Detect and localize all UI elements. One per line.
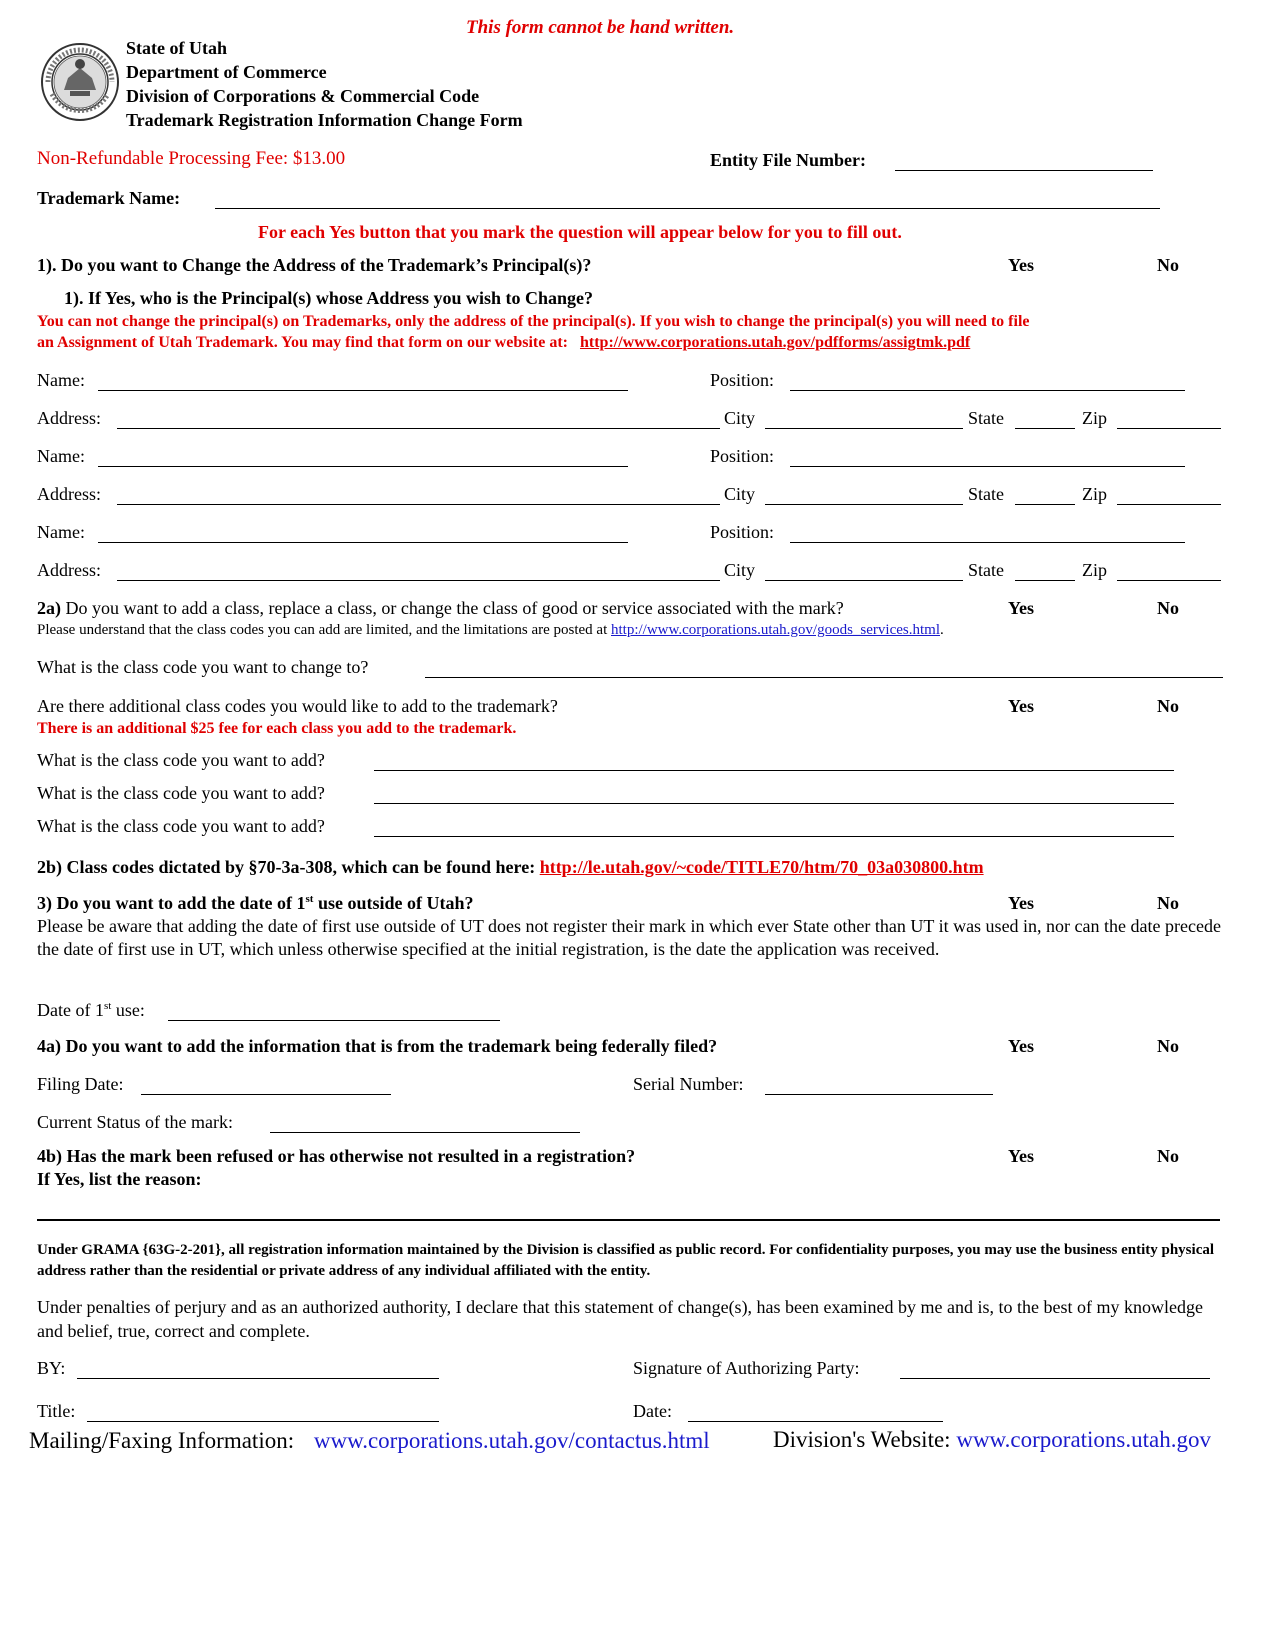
principal-3-zip-label: Zip xyxy=(1082,560,1107,580)
q1-question: 1). Do you want to Change the Address of the Trademark’s Principal(s)? xyxy=(37,255,592,275)
grama-notice: Under GRAMA {63G-2-201}, all registration information maintained by the Division is classified as public record. For confidentiality purposes, you may use the business entity physical address rather than the residential or private address of any individual affiliated with the entity. xyxy=(37,1242,1215,1279)
principal-3-name-label: Name: xyxy=(37,522,85,542)
first-use-date-field[interactable] xyxy=(168,1020,500,1021)
principal-1-name-field[interactable] xyxy=(98,390,628,391)
yes-instruction: For each Yes button that you mark the question will appear below for you to fill out. xyxy=(258,222,902,242)
class-add-field-1[interactable] xyxy=(374,770,1174,771)
perjury-statement: Under penalties of perjury and as an authorized authority, I declare that this statement of change(s), has been examined by me and is, to the best of my knowledge and belief, true, correct and complete. xyxy=(37,1297,1203,1341)
principal-3-state-label: State xyxy=(968,560,1004,580)
by-field[interactable] xyxy=(77,1378,439,1379)
website-label: Division's Website: xyxy=(773,1427,951,1452)
principal-2-state-label: State xyxy=(968,484,1004,504)
header-department: Department of Commerce xyxy=(126,62,327,82)
date-field[interactable] xyxy=(688,1421,943,1422)
principal-1-name-label: Name: xyxy=(37,370,85,390)
q3-no-option[interactable]: No xyxy=(1157,893,1179,913)
principal-3-address-label: Address: xyxy=(37,560,101,580)
principal-1-zip-field[interactable] xyxy=(1117,428,1221,429)
trademark-name-label: Trademark Name: xyxy=(37,188,181,208)
principal-3-address-field[interactable] xyxy=(117,580,720,581)
principal-2-zip-field[interactable] xyxy=(1117,504,1221,505)
q4b-question: 4b) Has the mark been refused or has otherwise not resulted in a registration? xyxy=(37,1146,636,1166)
first-use-date-pre: Date of 1 xyxy=(37,1000,104,1020)
q3-question-pre: 3) Do you want to add the date of 1 xyxy=(37,893,306,913)
principal-3-state-field[interactable] xyxy=(1015,580,1075,581)
q3-yes-option[interactable]: Yes xyxy=(1008,893,1034,913)
additional-class-question: Are there additional class codes you would like to add to the trademark? xyxy=(37,696,558,716)
principal-2-address-label: Address: xyxy=(37,484,101,504)
principal-3-position-field[interactable] xyxy=(790,542,1185,543)
additional-class-no-option[interactable]: No xyxy=(1157,696,1179,716)
q2a-no-option[interactable]: No xyxy=(1157,598,1179,618)
title-field[interactable] xyxy=(87,1421,439,1422)
q1-note-line2 xyxy=(37,334,970,352)
q4b-reason-label: If Yes, list the reason: xyxy=(37,1169,202,1189)
mailing-info xyxy=(29,1428,710,1454)
class-add-label-3: What is the class code you want to add? xyxy=(37,816,325,836)
class-add-label-2: What is the class code you want to add? xyxy=(37,783,325,803)
authorizing-signature-field[interactable] xyxy=(900,1378,1210,1379)
q2a-note: Please understand that the class codes you can add are limited, and the limitations are posted at xyxy=(37,622,608,638)
q3-question-post: use outside of Utah? xyxy=(313,893,474,913)
q1-note-line1: You can not change the principal(s) on Trademarks, only the address of the principal(s). If you wish to change the principal(s) you will need to file xyxy=(37,313,1030,330)
principal-1-state-label: State xyxy=(968,408,1004,428)
q4b-reason-field[interactable] xyxy=(37,1219,1220,1221)
processing-fee: Non-Refundable Processing Fee: $13.00 xyxy=(37,148,346,169)
authorizing-signature-label: Signature of Authorizing Party: xyxy=(633,1358,860,1378)
q1-yes-option[interactable]: Yes xyxy=(1008,255,1034,275)
q1-followup: 1). If Yes, who is the Principal(s) whose Address you wish to Change? xyxy=(64,288,594,308)
principal-1-position-label: Position: xyxy=(710,370,775,390)
principal-2-name-field[interactable] xyxy=(98,466,628,467)
class-add-label-1: What is the class code you want to add? xyxy=(37,750,325,770)
q4b-no-option[interactable]: No xyxy=(1157,1146,1179,1166)
date-label: Date: xyxy=(633,1401,672,1421)
current-status-label: Current Status of the mark: xyxy=(37,1112,233,1132)
first-use-date-sup: st xyxy=(103,1000,112,1012)
header-state: State of Utah xyxy=(126,38,227,58)
goods-services-link[interactable]: http://www.corporations.utah.gov/goods_services.html xyxy=(611,622,940,638)
principal-2-position-label: Position: xyxy=(710,446,775,466)
entity-file-number-field[interactable] xyxy=(895,170,1153,171)
q2a-note-line xyxy=(37,622,944,639)
principal-1-zip-label: Zip xyxy=(1082,408,1107,428)
principal-1-state-field[interactable] xyxy=(1015,428,1075,429)
q2b-line xyxy=(37,857,984,878)
principal-3-zip-field[interactable] xyxy=(1117,580,1221,581)
mailing-label: Mailing/Faxing Information: xyxy=(29,1428,295,1453)
serial-number-field[interactable] xyxy=(765,1094,993,1095)
principal-1-address-label: Address: xyxy=(37,408,101,428)
principal-2-position-field[interactable] xyxy=(790,466,1185,467)
class-change-field[interactable] xyxy=(425,677,1223,678)
utah-seal-icon xyxy=(40,42,120,122)
q3-question xyxy=(37,893,473,914)
q4a-yes-option[interactable]: Yes xyxy=(1008,1036,1034,1056)
principal-2-zip-label: Zip xyxy=(1082,484,1107,504)
q2b-text: 2b) Class codes dictated by §70-3a-308, which can be found here: xyxy=(37,857,536,877)
q1-note-text: an Assignment of Utah Trademark. You may find that form on our website at: xyxy=(37,334,568,351)
principal-1-city-label: City xyxy=(724,408,756,428)
principal-2-city-field[interactable] xyxy=(765,504,963,505)
entity-file-number-label: Entity File Number: xyxy=(710,150,866,170)
by-label: BY: xyxy=(37,1358,66,1378)
header-form-title: Trademark Registration Information Change Form xyxy=(126,110,523,130)
principal-1-position-field[interactable] xyxy=(790,390,1185,391)
website-info xyxy=(773,1427,1211,1453)
q2a-question-line xyxy=(37,598,844,619)
principal-1-address-field[interactable] xyxy=(117,428,720,429)
principal-3-city-field[interactable] xyxy=(765,580,963,581)
q3-question-sup: st xyxy=(305,893,314,905)
principal-3-city-label: City xyxy=(724,560,756,580)
class-add-field-3[interactable] xyxy=(374,836,1174,837)
q4b-yes-option[interactable]: Yes xyxy=(1008,1146,1034,1166)
filing-date-field[interactable] xyxy=(141,1094,391,1095)
principal-3-name-field[interactable] xyxy=(98,542,628,543)
division-website-link[interactable]: www.corporations.utah.gov xyxy=(956,1427,1211,1452)
q3-note: Please be aware that adding the date of first use outside of UT does not register their mark in which ever State other than UT it was used in, nor can the date precede the date of first use in UT, which unless otherwise specified at the initial registration, is the date the application was received. xyxy=(37,916,1221,959)
additional-class-fee: There is an additional $25 fee for each class you add to the trademark. xyxy=(37,720,517,737)
principal-1-city-field[interactable] xyxy=(765,428,963,429)
q1-no-option[interactable]: No xyxy=(1157,255,1179,275)
q4a-no-option[interactable]: No xyxy=(1157,1036,1179,1056)
principal-3-position-label: Position: xyxy=(710,522,775,542)
q2a-yes-option[interactable]: Yes xyxy=(1008,598,1034,618)
handwritten-notice: This form cannot be hand written. xyxy=(466,17,735,38)
principal-2-address-field[interactable] xyxy=(117,504,720,505)
filing-date-label: Filing Date: xyxy=(37,1074,124,1094)
class-change-label: What is the class code you want to change to? xyxy=(37,657,369,677)
contact-link[interactable]: www.corporations.utah.gov/contactus.html xyxy=(313,1428,710,1453)
current-status-field[interactable] xyxy=(270,1132,580,1133)
additional-class-yes-option[interactable]: Yes xyxy=(1008,696,1034,716)
header-division: Division of Corporations & Commercial Code xyxy=(126,86,480,106)
class-add-field-2[interactable] xyxy=(374,803,1174,804)
q4a-question: 4a) Do you want to add the information that is from the trademark being federally filed? xyxy=(37,1036,718,1056)
title-label: Title: xyxy=(37,1401,76,1421)
principal-2-state-field[interactable] xyxy=(1015,504,1075,505)
principal-2-city-label: City xyxy=(724,484,756,504)
first-use-date-post: use: xyxy=(111,1000,145,1020)
class-code-statute-link[interactable]: http://le.utah.gov/~code/TITLE70/htm/70_03a030800.htm xyxy=(539,857,984,877)
first-use-date-label xyxy=(37,1000,145,1021)
q2a-question: Do you want to add a class, replace a class, or change the class of good or service associated with the mark? xyxy=(65,598,844,618)
principal-2-name-label: Name: xyxy=(37,446,85,466)
assignment-form-link[interactable]: http://www.corporations.utah.gov/pdfforms/assigtmk.pdf xyxy=(579,334,971,351)
q2a-label: 2a) xyxy=(37,598,61,618)
serial-number-label: Serial Number: xyxy=(633,1074,744,1094)
q2a-note-end: . xyxy=(939,622,944,638)
trademark-name-field[interactable] xyxy=(215,208,1160,209)
